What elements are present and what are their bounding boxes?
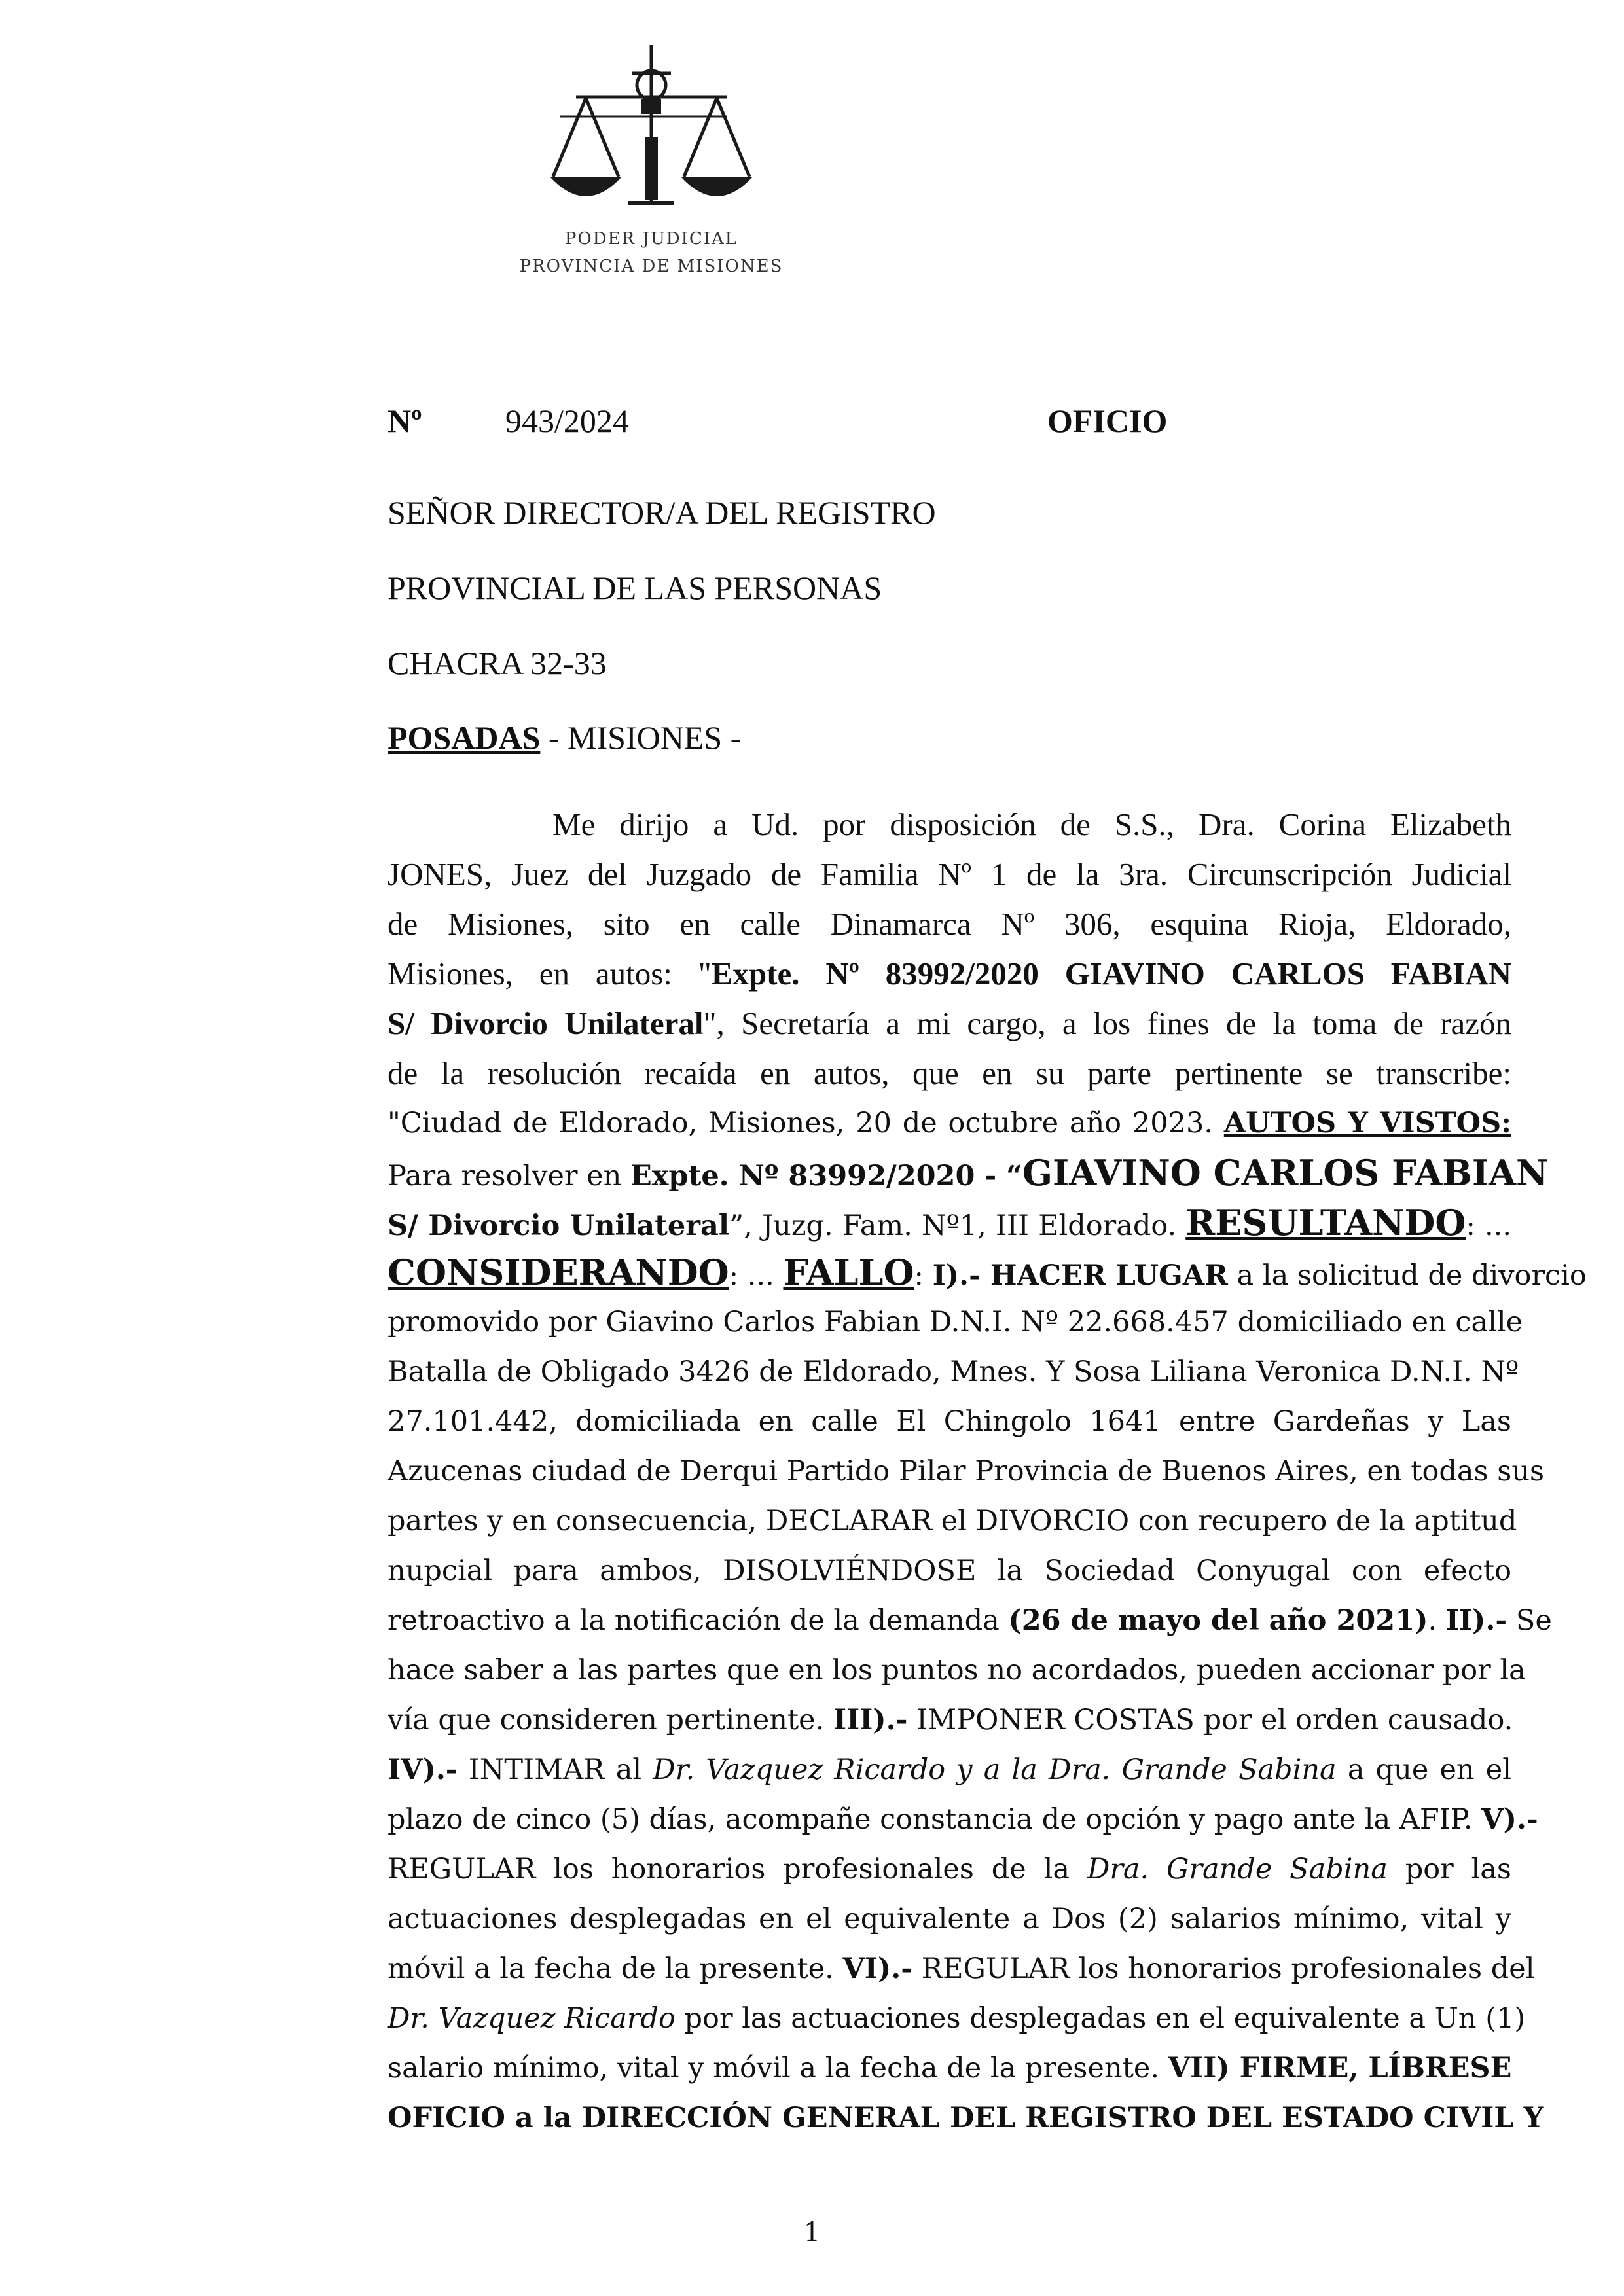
body-line: CONSIDERANDO: ... FALLO: I).- HACER LUGAR a la solicitud de divorcio [388,1251,1587,1293]
body-line: Misiones, en autos: "Expte. Nº 83992/2020 GIAVINO CARLOS FABIAN [388,956,1511,992]
seal-text-provincia: PROVINCIA DE MISIONES [519,257,784,276]
addressee-line-3: CHACRA 32-33 [388,645,607,681]
considerando-heading: CONSIDERANDO [388,1251,729,1293]
oficio-number: 943/2024 [505,403,629,439]
addressee-line-1: SEÑOR DIRECTOR/A DEL REGISTRO [388,494,936,531]
case-subject: S/ Divorcio Unilateral [388,1005,704,1041]
body-line: de Misiones, sito en calle Dinamarca Nº 306, esquina Rioja, Eldorado, [388,906,1511,942]
body-line: REGULAR los honorarios profesionales de la Dra. Grande Sabina por las [388,1853,1511,1886]
body-line: S/ Divorcio Unilateral", Secretaría a mi cargo, a los fines de la toma de razón [388,1005,1511,1041]
body-line: partes y en consecuencia, DECLARAR el DIVORCIO con recupero de la aptitud [388,1505,1517,1537]
body-line: Dr. Vazquez Ricardo por las actuaciones desplegadas en el equivalente a Un (1) [388,2002,1526,2035]
oficio-body [388,800,1587,2143]
scales-of-justice-icon [540,39,763,236]
body-line: promovido por Giavino Carlos Fabian D.N.I. Nº 22.668.457 domiciliado en calle [388,1306,1523,1338]
body-line: Me dirijo a Ud. por disposición de S.S., Dra. Corina Elizabeth [552,806,1511,842]
body-line: Batalla de Obligado 3426 de Eldorado, Mnes. Y Sosa Liliana Veronica D.N.I. Nº [388,1355,1519,1388]
body-line: "Ciudad de Eldorado, Misiones, 20 de octubre año 2023. AUTOS Y VISTOS: [388,1107,1512,1139]
body-line: hace saber a las partes que en los puntos no acordados, pueden accionar por la [388,1654,1526,1687]
body-line: retroactivo a la notificación de la demanda (26 de mayo del año 2021). II).- Se [388,1604,1552,1637]
body-line: 27.101.442, domiciliada en calle El Chingolo 1641 entre Gardeñas y Las [388,1405,1511,1438]
seal-text-poder-judicial: PODER JUDICIAL [564,229,738,249]
page-number: 1 [803,2217,821,2248]
body-line: salario mínimo, vital y móvil a la fecha de la presente. VII) FIRME, LÍBRESE [388,2052,1512,2085]
addressee-city-line [388,719,741,757]
addressee-line-2: PROVINCIAL DE LAS PERSONAS [388,569,882,606]
body-line: nupcial para ambos, DISOLVIÉNDOSE la Sociedad Conyugal con efecto [388,1554,1511,1587]
judicial-seal-logo [514,39,789,295]
body-line: vía que consideren pertinente. III).- IMPONER COSTAS por el orden causado. [388,1704,1513,1736]
body-line: JONES, Juez del Juzgado de Familia Nº 1 de la 3ra. Circunscripción Judicial [388,856,1511,892]
body-line: OFICIO a la DIRECCIÓN GENERAL DEL REGISTRO DEL ESTADO CIVIL Y [388,2102,1544,2134]
resultando-heading: RESULTANDO [1185,1202,1466,1244]
document-type-title: OFICIO [1047,403,1168,439]
party-name: GIAVINO CARLOS FABIAN [1022,1152,1549,1194]
case-reference: Expte. Nº 83992/2020 GIAVINO CARLOS FABIAN [711,956,1511,992]
body-line: actuaciones desplegadas en el equivalente a Dos (2) salarios mínimo, vital y [388,1903,1511,1935]
body-line: Azucenas ciudad de Derqui Partido Pilar Provincia de Buenos Aires, en todas sus [388,1455,1545,1488]
body-line: IV).- INTIMAR al Dr. Vazquez Ricardo y a la Dra. Grande Sabina a que en el [388,1753,1511,1786]
addressee-region: - MISIONES - [540,719,742,756]
body-line: plazo de cinco (5) días, acompañe constancia de opción y pago ante la AFIP. V).- [388,1803,1538,1836]
body-line: Para resolver en Expte. Nº 83992/2020 - “GIAVINO CARLOS FABIAN [388,1152,1549,1194]
addressee-city: POSADAS [388,719,541,756]
number-label: Nº [388,403,422,439]
body-line: móvil a la fecha de la presente. VI).- REGULAR los honorarios profesionales del [388,1952,1535,1985]
fallo-heading: FALLO [783,1251,914,1293]
autos-y-vistos-heading: AUTOS Y VISTOS: [1223,1107,1512,1139]
body-line: de la resolución recaída en autos, que en su parte pertinente se transcribe: [388,1055,1511,1091]
body-line: S/ Divorcio Unilateral”, Juzg. Fam. Nº1, III Eldorado. RESULTANDO: ... [388,1202,1511,1244]
